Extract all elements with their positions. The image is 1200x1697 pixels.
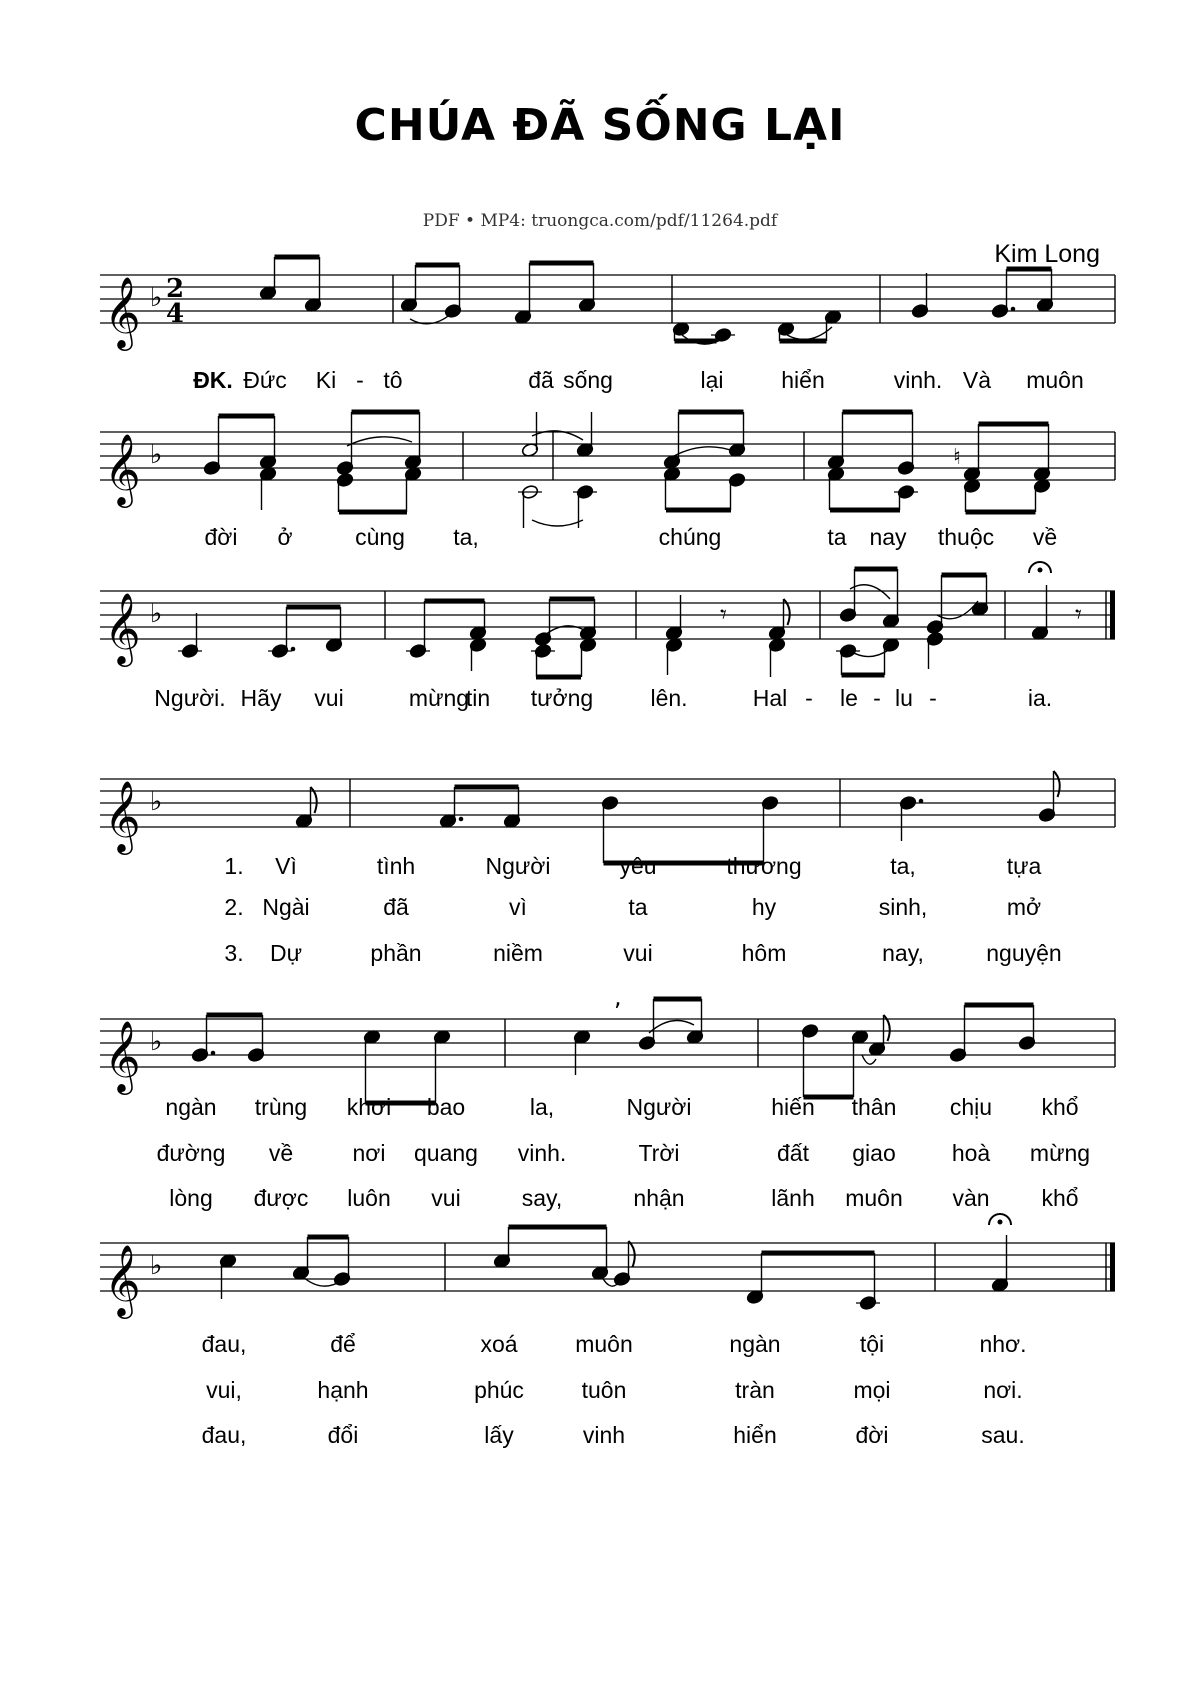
final-bar: [1110, 591, 1115, 639]
lyric-syllable: -: [805, 685, 813, 711]
lyric-syllable: ia.: [1027, 685, 1053, 711]
lyric-syllable: ở: [277, 524, 293, 550]
lyric-syllable: hoà: [951, 1140, 991, 1166]
lyric-syllable: tội: [859, 1331, 885, 1357]
lyric-syllable: chúng: [658, 524, 722, 550]
lyric-syllable: hiến: [771, 1094, 815, 1120]
lyric-syllable: về: [268, 1140, 294, 1166]
lyric-syllable: lại: [700, 367, 724, 393]
treble-clef-icon: 𝄞: [104, 1243, 141, 1316]
lyric-syllable: tuôn: [581, 1377, 627, 1403]
lyric-syllable: sống: [563, 367, 613, 393]
lyric-syllable: vì: [509, 894, 527, 920]
lyric-syllable: niềm: [493, 940, 543, 966]
note-dot: [211, 1051, 216, 1056]
lyric-syllable: nơi.: [983, 1377, 1023, 1403]
lyric-syllable: luôn: [347, 1185, 391, 1211]
lyric-syllable: Vì: [275, 853, 297, 879]
verse-label: 3.: [224, 940, 244, 966]
lyric-syllable: thuộc: [937, 524, 995, 550]
lyric-syllable: khơi: [346, 1094, 392, 1120]
lyric-syllable: muôn: [845, 1185, 903, 1211]
lyric-syllable: vinh.: [517, 1140, 567, 1166]
flag: [629, 1241, 635, 1267]
lyric-syllable: -: [356, 367, 364, 393]
lyric-syllable: đau,: [201, 1422, 247, 1448]
composer-name: Kim Long: [994, 240, 1100, 268]
lyric-syllable: được: [253, 1185, 309, 1211]
flat-icon: ♭: [150, 1251, 163, 1281]
lyric-syllable: Ki: [315, 367, 337, 393]
slur: [862, 1055, 876, 1064]
lyric-syllable: đau,: [201, 1331, 247, 1357]
lyric-syllable: lấy: [484, 1422, 514, 1448]
lyric-syllable: Ngài: [262, 894, 310, 920]
lyric-syllable: cùng: [355, 524, 405, 550]
lyric-syllable: khổ: [1041, 1185, 1079, 1211]
note-dot: [459, 817, 464, 822]
lyric-syllable: tô: [383, 367, 403, 393]
lyric-syllable: nhận: [633, 1185, 685, 1211]
lyric-syllable: hiển: [781, 367, 825, 393]
slur: [347, 437, 412, 446]
lyric-syllable: vinh.: [893, 367, 943, 393]
flag: [1054, 771, 1060, 797]
lyric-syllable: muôn: [575, 1331, 633, 1357]
lyric-syllable: đã: [383, 894, 409, 920]
lyric-syllable: le: [840, 685, 858, 711]
breath-mark-icon: ,: [614, 983, 622, 1011]
lyric-syllable: đổi: [327, 1422, 359, 1448]
lyric-syllable: xoá: [480, 1331, 518, 1357]
lyric-syllable: -: [873, 685, 881, 711]
notes: [178, 257, 1082, 1311]
treble-clef-icon: 𝄞: [104, 1019, 141, 1092]
lyric-syllable: đất: [777, 1140, 809, 1166]
verse-label: 2.: [224, 894, 244, 920]
lyric-syllable: bao: [426, 1094, 466, 1120]
lyric-syllable: -: [929, 685, 937, 711]
time-signature-top: 2: [166, 274, 185, 304]
lyric-syllable: nay,: [882, 940, 924, 966]
lyric-syllable: mừng: [1029, 1140, 1091, 1166]
lyric-syllable: đời: [855, 1422, 889, 1448]
lyric-syllable: muôn: [1026, 367, 1084, 393]
slur: [532, 520, 583, 526]
lyric-syllable: khổ: [1041, 1094, 1079, 1120]
lyric-syllable: mừng: [408, 685, 470, 711]
lyric-syllable: hy: [751, 894, 777, 920]
lyric-syllable: vui: [314, 685, 344, 711]
flat-icon: ♭: [150, 440, 163, 470]
song-title: CHÚA ĐÃ SỐNG LẠI: [354, 100, 846, 151]
fermata-icon: [998, 1220, 1003, 1225]
lyric-syllable: nay: [869, 524, 907, 550]
lyrics: [154, 367, 1090, 1448]
lyric-syllable: đã: [528, 367, 554, 393]
lyric-syllable: để: [330, 1331, 356, 1357]
lyric-syllable: quang: [414, 1140, 478, 1166]
lyric-syllable: nhơ.: [979, 1331, 1027, 1357]
natural-icon: ♮: [953, 445, 961, 470]
lyric-syllable: tựa: [1006, 853, 1042, 879]
lyric-syllable: lên.: [650, 685, 688, 711]
lyric-syllable: ngàn: [165, 1094, 217, 1120]
lyric-syllable: tưởng: [530, 685, 594, 711]
lyric-syllable: Hal: [752, 685, 788, 711]
lyric-syllable: vinh: [582, 1422, 626, 1448]
lyric-syllable: say,: [521, 1185, 563, 1211]
flat-icon: ♭: [150, 1027, 163, 1057]
lyric-syllable: Hãy: [240, 685, 282, 711]
slur: [674, 447, 736, 456]
note-dot: [1011, 307, 1016, 312]
lyric-syllable: ta,: [890, 853, 916, 879]
treble-clef-icon: 𝄞: [104, 779, 141, 852]
lyric-syllable: Người: [485, 853, 551, 879]
lyric-syllable: vui: [431, 1185, 461, 1211]
slur: [850, 585, 890, 599]
lyric-syllable: nguyện: [986, 940, 1062, 966]
lyric-syllable: thương: [726, 853, 802, 879]
lyric-syllable: phúc: [474, 1377, 524, 1403]
note-dot: [919, 799, 924, 804]
lyric-syllable: la,: [529, 1094, 555, 1120]
lyric-syllable: vàn: [952, 1185, 990, 1211]
lyric-syllable: trùng: [254, 1094, 308, 1120]
treble-clef-icon: 𝄞: [104, 432, 141, 505]
eighth-rest-icon: 𝄾: [720, 600, 727, 630]
lyric-syllable: ta: [628, 894, 648, 920]
lyric-syllable: Trời: [638, 1140, 680, 1166]
note-dot: [291, 647, 296, 652]
flat-icon: ♭: [150, 283, 163, 313]
lyric-syllable: giao: [852, 1140, 896, 1166]
time-signature-bottom: 4: [166, 299, 185, 329]
lyric-syllable: Đức: [243, 367, 287, 393]
lyric-syllable: lãnh: [771, 1185, 815, 1211]
lyric-syllable: phần: [370, 940, 422, 966]
lyric-syllable: chịu: [949, 1094, 993, 1120]
lyric-syllable: Người.: [154, 685, 226, 711]
lyric-syllable: về: [1032, 524, 1058, 550]
lyric-syllable: vui,: [206, 1377, 242, 1403]
lyric-syllable: sinh,: [878, 894, 928, 920]
lyric-syllable: Dự: [269, 940, 303, 966]
eighth-rest-icon: 𝄾: [1075, 600, 1082, 630]
flat-icon: ♭: [150, 599, 163, 629]
refrain-label: ĐK.: [193, 367, 233, 393]
lyric-syllable: mọi: [853, 1377, 891, 1403]
lyric-syllable: tình: [376, 853, 416, 879]
lyric-syllable: ta,: [453, 524, 479, 550]
lyric-syllable: đời: [204, 524, 238, 550]
lyric-syllable: tràn: [735, 1377, 775, 1403]
verse-label: 1.: [224, 853, 244, 879]
lyric-syllable: lòng: [169, 1185, 213, 1211]
flat-icon: ♭: [150, 787, 163, 817]
lyric-syllable: ngàn: [729, 1331, 781, 1357]
lyric-syllable: tin: [465, 685, 491, 711]
treble-clef-icon: 𝄞: [104, 275, 141, 348]
lyric-syllable: lu: [895, 685, 913, 711]
lyric-syllable: hạnh: [317, 1377, 369, 1403]
lyric-syllable: hôm: [741, 940, 787, 966]
treble-clef-icon: 𝄞: [104, 591, 141, 664]
final-bar: [1110, 1243, 1115, 1291]
lyric-syllable: yêu: [619, 853, 657, 879]
lyric-syllable: nơi: [352, 1140, 386, 1166]
lyric-syllable: Người: [626, 1094, 692, 1120]
lyric-syllable: sau.: [981, 1422, 1025, 1448]
fermata-icon: [1038, 568, 1043, 573]
lyric-syllable: đường: [156, 1140, 226, 1166]
slur: [937, 601, 978, 619]
lyric-syllable: Và: [962, 367, 992, 393]
source-link[interactable]: PDF • MP4: truongca.com/pdf/11264.pdf: [422, 211, 778, 231]
lyric-syllable: thân: [851, 1094, 897, 1120]
lyric-syllable: hiển: [733, 1422, 777, 1448]
lyric-syllable: ta: [827, 524, 847, 550]
lyric-syllable: mở: [1006, 894, 1042, 920]
lyric-syllable: vui: [623, 940, 653, 966]
